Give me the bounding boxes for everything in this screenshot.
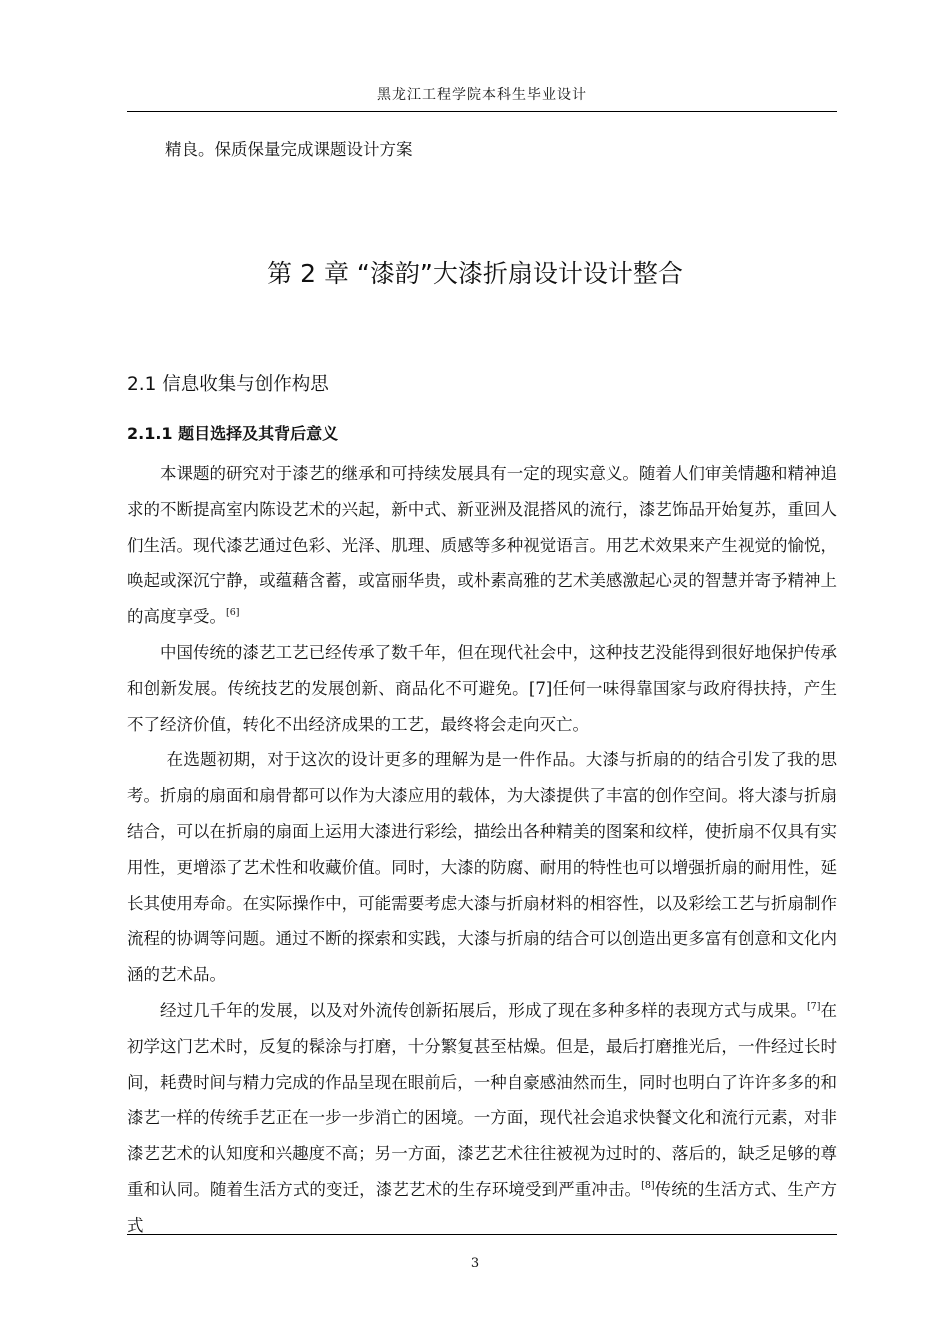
subsection-heading: 2.1.1 题目选择及其背后意义	[127, 424, 339, 443]
page-header: 黑龙江工程学院本科生毕业设计	[377, 87, 587, 103]
citation-8: [8]	[641, 1179, 655, 1191]
citation-7: [7]	[806, 1000, 821, 1012]
paragraph-3: 在选题初期，对于这次的设计更多的理解为是一件作品。大漆与折扇的的结合引发了我的思考。折扇的扇面和扇骨都可以作为大漆应用的载体，为大漆提供了丰富的创作空间。将大漆与折扇结合，可以在折扇的扇面上运用大漆进行彩绘，描绘出各种精美的图案和纹样，使折扇不仅具有实用性，更增添了艺术性和收藏价值。同时，大漆的防腐、耐用的特性也可以增强折扇的耐用性，延长其使用寿命。在实际操作中，可能需要考虑大漆与折扇材料的相容性，以及彩绘工艺与折扇制作流程的协调等问题。通过不断的探索和实践，大漆与折扇的结合可以创造出更多富有创意和文化内涵的艺术品。	[127, 750, 837, 985]
paragraph-4	[127, 993, 837, 1244]
paragraph-1	[127, 456, 837, 635]
paragraph-4-part-b: 在初学这门艺术时，反复的髹涂与打磨，十分繁复甚至枯燥。但是，最后打磨推光后，一件经过长时间，耗费时间与精力完成的作品呈现在眼前后，一种自豪感油然而生，同时也明白了许许多多的和漆艺一样的传统手艺正在一步一步消亡的困境。一方面，现代社会追求快餐文化和流行元素，对非漆艺艺术的认知度和兴趣度不高；另一方面，漆艺艺术往往被视为过时的、落后的，缺乏足够的尊重和认同。随着生活方式的变迁，漆艺艺术的生存环境受到严重冲击。	[127, 1000, 838, 1199]
chapter-title: 第 2 章 “漆韵”大漆折扇设计设计整合	[267, 259, 683, 288]
page-number: 3	[470, 1256, 480, 1271]
paragraph-2: 中国传统的漆艺工艺已经传承了数千年，但在现代社会中，这种技艺没能得到很好地保护传承和创新发展。传统技艺的发展创新、商品化不可避免。[7]任何一味得靠国家与政府得扶持，产生不了经济价值，转化不出经济成果的工艺，最终将会走向灭亡。	[127, 642, 837, 734]
body-text	[127, 456, 837, 1244]
section-heading: 2.1 信息收集与创作构思	[127, 374, 329, 395]
continuation-text: 精良。保质保量完成课题设计方案	[165, 140, 413, 159]
header-divider	[127, 111, 837, 112]
paragraph-1-text: 本课题的研究对于漆艺的继承和可持续发展具有一定的现实意义。随着人们审美情趣和精神追求的不断提高室内陈设艺术的兴起，新中式、新亚洲及混搭风的流行，漆艺饰品开始复苏，重回人们生活。现代漆艺通过色彩、光泽、肌理、质感等多种视觉语言。用艺术效果来产生视觉的愉悦，唤起或深沉宁静，或蕴藉含蓄，或富丽华贵，或朴素高雅的艺术美感激起心灵的智慧并寄予精神上的高度享受。	[127, 464, 837, 627]
paragraph-4-part-c: 传统的生活方式、生产方式	[127, 1179, 838, 1235]
paragraph-4-part-a: 经过几千年的发展，以及对外流传创新拓展后，形成了现在多种多样的表现方式与成果。	[160, 1000, 807, 1020]
footer-divider	[127, 1234, 837, 1235]
citation-6: [6]	[226, 607, 240, 619]
